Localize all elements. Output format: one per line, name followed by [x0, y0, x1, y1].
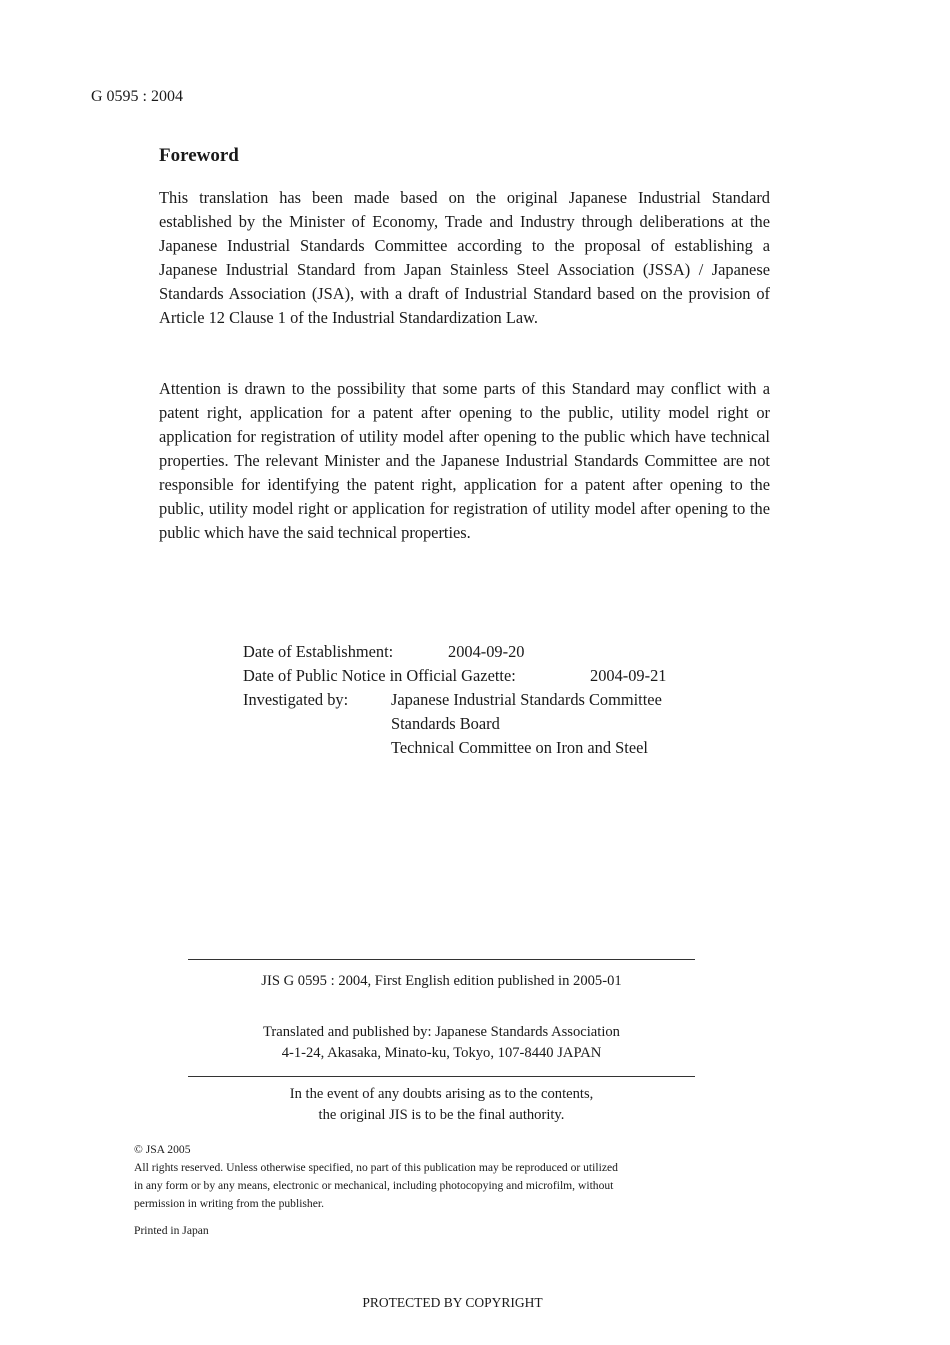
foreword-paragraph-1: This translation has been made based on the original Japanese Industrial Standard established by the Minister of Economy, Trade and Industry through deliberations at the Japanese Industrial Standards Committee according to the proposal of establishing a Japanese Industrial Standard from Japan Stainless Steel Association (JSSA) / Japanese Standards Association (JSA), with a draft of Industrial Standard based on the provision of Article 12 Clause 1 of the Industrial Standardization Law. [159, 188, 770, 327]
divider-top [188, 959, 695, 960]
authority-note-line: In the event of any doubts arising as to the contents, [289, 1086, 594, 1102]
rights-text-line: in any form or by any means, electronic or mechanical, including photocopying and microfilm, without [134, 1179, 614, 1192]
edition-line: JIS G 0595 : 2004, First English edition published in 2005-01 [261, 973, 622, 989]
document-code: G 0595 : 2004 [91, 88, 183, 105]
publisher-line: Translated and published by: Japanese Standards Association [263, 1024, 620, 1040]
establishment-date-label: Date of Establishment: [243, 642, 394, 661]
foreword-heading: Foreword [159, 145, 239, 166]
public-notice-label: Date of Public Notice in Official Gazette: [243, 666, 516, 685]
divider-bottom [188, 1076, 695, 1077]
investigated-by-line: Technical Committee on Iron and Steel [391, 738, 648, 757]
public-notice-value: 2004-09-21 [590, 666, 667, 685]
rights-text-line: All rights reserved. Unless otherwise specified, no part of this publication may be reproduced or utilized [134, 1161, 618, 1174]
publisher-address: 4-1-24, Akasaka, Minato-ku, Tokyo, 107-8440 JAPAN [281, 1045, 602, 1061]
printed-in: Printed in Japan [134, 1224, 209, 1237]
foreword-paragraph-2: Attention is drawn to the possibility that some parts of this Standard may conflict with a patent right, application for a patent after opening to the public, utility model right or application for registration of utility model after opening to the public which have technical properties. The relevant Minister and the Japanese Industrial Standards Committee are not responsible for identifying the patent right, application for a patent after opening to the public, utility model right or application for registration of utility model after opening to the public which have the said technical properties. [159, 379, 770, 542]
page-footer: PROTECTED BY COPYRIGHT [362, 1295, 543, 1310]
copyright-notice: © JSA 2005 [134, 1143, 191, 1156]
rights-text-line: permission in writing from the publisher. [134, 1197, 324, 1210]
establishment-date-value: 2004-09-20 [448, 642, 525, 661]
authority-note-line: the original JIS is to be the final authority. [318, 1107, 565, 1123]
investigated-by-label: Investigated by: [243, 690, 349, 709]
investigated-by-line: Japanese Industrial Standards Committee [391, 690, 662, 709]
investigated-by-line: Standards Board [391, 714, 500, 733]
